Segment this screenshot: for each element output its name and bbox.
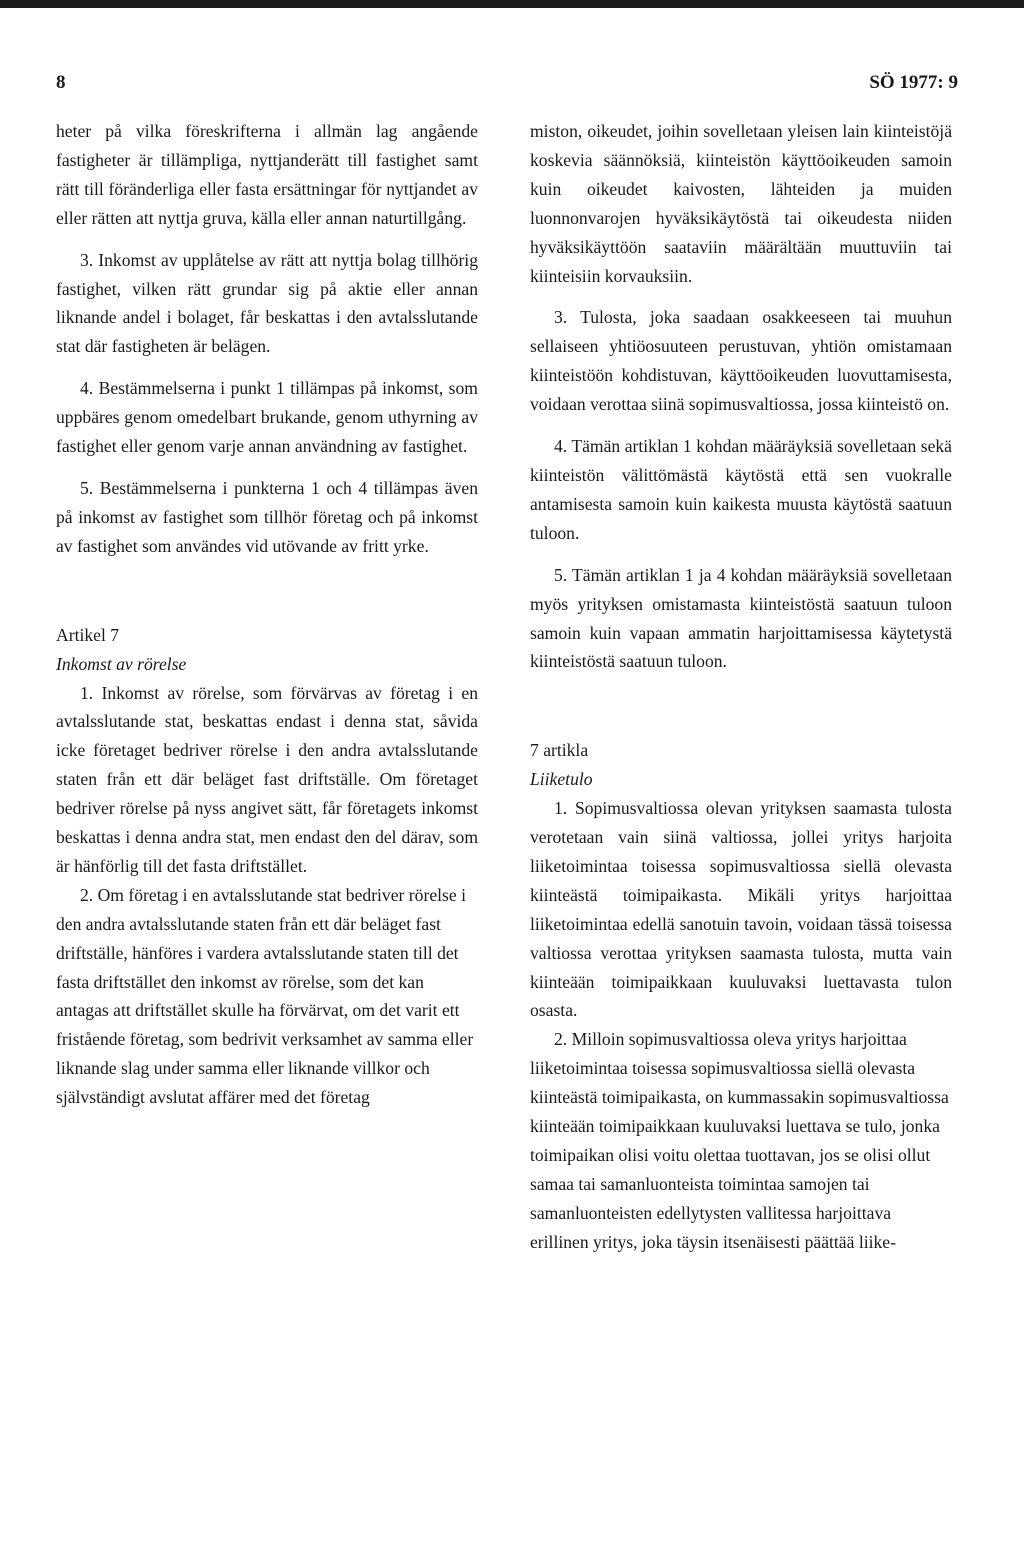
fi-paragraph-4: 4. Tämän artiklan 1 kohdan määräyksiä sovelletaan sekä kiinteistön välittömästä käytöstä että sen vuokralle antamisesta samoin kuin kaikesta muusta käytöstä saatuun tuloon.	[530, 436, 952, 543]
sv-paragraph-5: 5. Bestämmelserna i punkterna 1 och 4 tillämpas även på inkomst av fastighet som tillhör företag och på inkomst av fastighet som användes vid utövande av fritt yrke.	[56, 477, 478, 556]
fi-article-7-paragraph-2: 2. Milloin sopimusvaltiossa oleva yritys harjoittaa liiketoimintaa toisessa sopimusvaltiossa siellä olevasta kiinteästä toimipaikasta, on kummassakin sopimusvaltiossa kiinteään toimipaikkaan kuuluvaksi luettava se tulo, jonka toimipaikan olisi voitu olettaa tuottavan, jos se olisi ollut samaa tai samanluonteista toimintaa samojen tai samanluonteisten edellytysten vallitessa harjoittava erillinen yritys, joka täysin itsenäisesti päättää liike-	[530, 1029, 949, 1252]
sv-article-7-paragraph-1: 1. Inkomst av rörelse, som förvärvas av företag i en avtalsslutande stat, beskattas endast i denna stat, såvida icke företaget bedriver rörelse i den andra avtalsslutande staten från ett där beläget fast driftställe. Om företaget bedriver rörelse på nyss angivet sätt, får företagets inkomst beskattas i denna andra stat, men endast den del därav, som är hänförlig till det fasta driftstället.	[56, 682, 478, 876]
page-number: 8	[56, 72, 66, 93]
swedish-column	[56, 117, 478, 1125]
fi-article-7-paragraph-1: 1. Sopimusvaltiossa olevan yrityksen saamasta tulosta verotetaan vain siinä valtiossa, jollei yritys harjoita liiketoimintaa toisessa sopimusvaltiossa siellä olevasta kiinteästä toimipaikasta. Mikäli yritys harjoittaa liiketoimintaa edellä sanotuin tavoin, voidaan tässä toisessa valtiossa verottaa yrityksen saamasta tulosta, mutta vain kiinteään toimipaikkaan kuuluvaksi luettavasta tulon osasta.	[530, 798, 952, 1021]
fi-paragraph-2-cont: miston, oikeudet, joihin sovelletaan yleisen lain kiinteistöjä koskevia säännöksiä, kiinteistön käyttöoikeuden samoin kuin oikeudet kaivosten, lähteiden ja muiden luonnonvarojen hyväksikäytöstä tai oikeudesta niiden hyväksikäyttöön saataviin määrältään muuttuviin tai kiinteisiin korvauksiin.	[530, 121, 952, 286]
sv-paragraph-3: 3. Inkomst av upplåtelse av rätt att nyttja bolag tillhörig fastighet, vilken rätt grundar sig på aktie eller annan liknande andel i bolaget, får beskattas i den avtalsslutande stat där fastigheten är belägen.	[56, 249, 478, 357]
finnish-column	[530, 117, 952, 1270]
fi-paragraph-3: 3. Tulosta, joka saadaan osakkeeseen tai muuhun sellaiseen yhtiöosuuteen perustuvan, yhtiön omistamaan kiinteistöön kohdistuvan, käyttöoikeuden luovuttamisesta, voidaan verottaa siinä sopimusvaltiossa, jossa kiinteistö on.	[530, 307, 952, 415]
journal-reference: SÖ 1977: 9	[869, 72, 958, 93]
sv-paragraph-4: 4. Bestämmelserna i punkt 1 tillämpas på inkomst, som uppbäres genom omedelbart brukande, genom uthyrning av fastighet eller genom varje annan användning av fastighet.	[56, 378, 478, 457]
fi-paragraph-5: 5. Tämän artiklan 1 ja 4 kohdan määräyksiä sovelletaan myös yrityksen omistamasta kiinteistöstä saatuun tuloon samoin kuin vapaan ammatin harjoittamisessa käytetystä kiinteistöstä saatuun tuloon.	[530, 564, 952, 672]
fi-article-heading: 7 artikla	[530, 740, 589, 761]
sv-paragraph-2-cont: heter på vilka föreskrifterna i allmän lag angående fastigheter är tillämpliga, nyttjanderätt till fastighet samt rätt till föränderliga eller fasta ersättningar för nyttjandet av eller rätten att nyttja gruva, källa eller annan naturtillgång.	[56, 121, 478, 228]
sv-article-7-paragraph-2: 2. Om företag i en avtalsslutande stat bedriver rörelse i den andra avtalsslutande staten från ett där beläget fast driftställe, hänföres i vardera avtalsslutande staten till det fasta driftstället den inkomst av rörelse, som det kan antagas att driftstället skulle ha förvärvat, om det varit ett fristående företag, som bedrivit verksamhet av samma eller liknande slag under samma eller liknande villkor och självständigt avslutat affärer med det företag	[56, 884, 474, 1108]
scan-top-border	[0, 0, 1024, 8]
fi-article-subheading: Liiketulo	[530, 769, 593, 790]
section-gap	[56, 574, 478, 621]
sv-article-subheading: Inkomst av rörelse	[56, 653, 187, 674]
section-gap	[530, 689, 952, 736]
sv-article-heading: Artikel 7	[56, 624, 120, 645]
